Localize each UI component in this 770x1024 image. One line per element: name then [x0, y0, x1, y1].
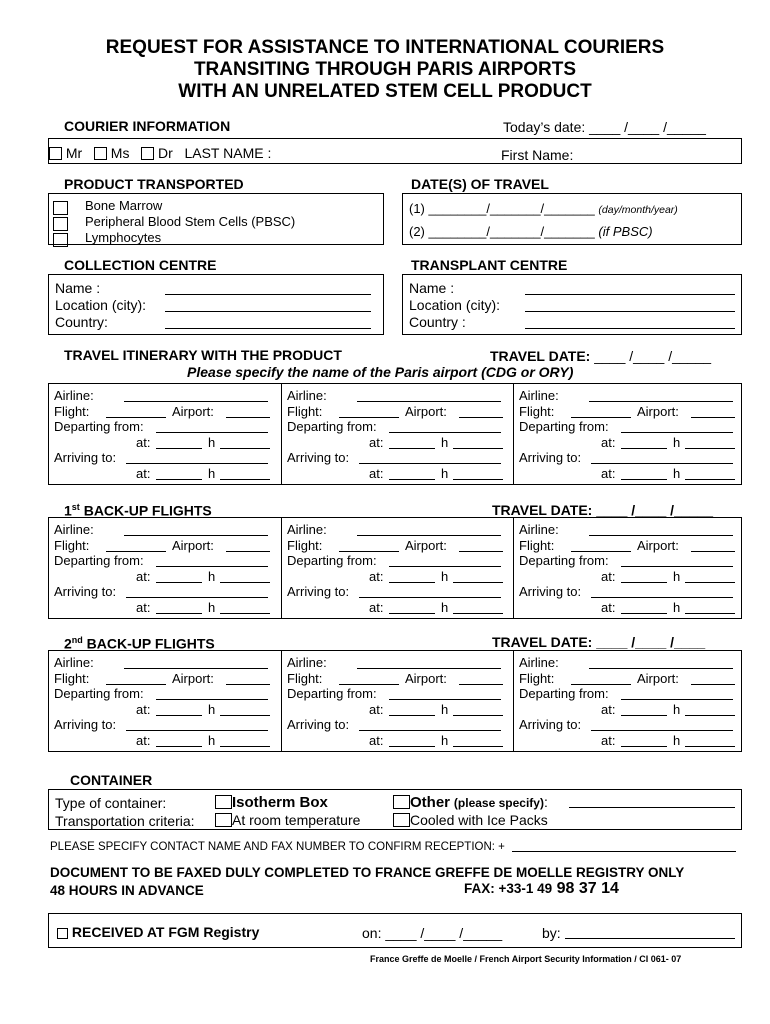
- itinerary-column-2: [281, 384, 513, 484]
- dr-label: Dr: [158, 145, 173, 161]
- at-label: at:: [136, 465, 151, 481]
- at-label: at:: [369, 599, 384, 615]
- airline-field[interactable]: [589, 388, 733, 402]
- airport-field[interactable]: [226, 671, 270, 685]
- backup2-heading: 2nd BACK-UP FLIGHTS: [64, 635, 215, 652]
- itinerary-flights: [48, 383, 742, 485]
- itinerary-column-3: [513, 384, 741, 484]
- contact-field[interactable]: [512, 838, 736, 852]
- departing-from-field[interactable]: [389, 553, 501, 567]
- todays-date: Today’s date: ____ /____ /_____: [503, 119, 706, 135]
- transplant-name-label: Name :: [409, 280, 455, 296]
- airport-field[interactable]: [691, 404, 735, 418]
- collection-location-label: Location (city):: [55, 297, 147, 313]
- airline-field[interactable]: [124, 655, 268, 669]
- airport-field[interactable]: [691, 538, 735, 552]
- h-label: h: [208, 732, 216, 748]
- departure-time-min-field[interactable]: [453, 569, 503, 583]
- h-label: h: [441, 465, 449, 481]
- backup1-column-2: [281, 518, 513, 618]
- isotherm-checkbox[interactable]: [215, 795, 232, 809]
- departure-time-min-field[interactable]: [453, 435, 503, 449]
- ice-packs-checkbox[interactable]: [393, 813, 410, 827]
- airline-field[interactable]: [124, 388, 268, 402]
- transplant-country-field[interactable]: [525, 315, 735, 329]
- departing-label: Departing from:: [519, 553, 609, 568]
- received-on[interactable]: on: ____ /____ /_____: [362, 925, 503, 941]
- arrival-time-hour-field[interactable]: [621, 600, 667, 614]
- h-label: h: [673, 568, 681, 584]
- received-label: RECEIVED AT FGM Registry: [71, 924, 260, 940]
- received-box: [48, 913, 742, 948]
- departure-time-min-field[interactable]: [220, 569, 270, 583]
- airport-label: Airport:: [637, 403, 679, 419]
- collection-name-label: Name :: [55, 280, 101, 296]
- departure-time-min-field[interactable]: [220, 435, 270, 449]
- at-label: at:: [601, 568, 616, 584]
- product-item: Bone Marrow: [85, 198, 163, 213]
- arrival-time-min-field[interactable]: [685, 733, 735, 747]
- ms-checkbox[interactable]: [94, 147, 107, 160]
- at-label: at:: [136, 701, 151, 717]
- departing-from-field[interactable]: [156, 553, 268, 567]
- airline-field[interactable]: [589, 522, 733, 536]
- airport-label: Airport:: [172, 403, 214, 419]
- fax-instruction-line2: 48 HOURS IN ADVANCE: [50, 883, 204, 898]
- h-label: h: [673, 732, 681, 748]
- flight-field[interactable]: [571, 404, 631, 418]
- airport-label: Airport:: [405, 403, 447, 419]
- departing-from-field[interactable]: [389, 419, 501, 433]
- flight-label: Flight:: [287, 403, 323, 419]
- product-item: Peripheral Blood Stem Cells (PBSC): [85, 214, 296, 229]
- h-label: h: [673, 434, 681, 450]
- at-label: at:: [601, 701, 616, 717]
- transplant-location-field[interactable]: [525, 298, 735, 312]
- backup2-travel-date[interactable]: TRAVEL DATE: ____ /____ /____: [492, 634, 706, 650]
- departing-from-field[interactable]: [156, 419, 268, 433]
- at-label: at:: [369, 732, 384, 748]
- flight-field[interactable]: [106, 671, 166, 685]
- received-checkbox[interactable]: [57, 928, 68, 939]
- arriving-to-field[interactable]: [591, 584, 733, 598]
- product-item: Lymphocytes: [85, 230, 162, 245]
- transplant-heading: TRANSPLANT CENTRE: [411, 257, 568, 273]
- flight-label: Flight:: [519, 670, 555, 686]
- arriving-label: Arriving to:: [519, 450, 582, 465]
- departing-label: Departing from:: [54, 553, 144, 568]
- travel-date-2[interactable]: (2) ________/_______/_______: [409, 224, 595, 239]
- flight-label: Flight:: [54, 403, 90, 419]
- flight-label: Flight:: [519, 537, 555, 553]
- airline-field[interactable]: [357, 655, 501, 669]
- first-name-label: First Name:: [501, 147, 574, 163]
- ms-label: Ms: [110, 145, 130, 161]
- other-colon: :: [543, 794, 548, 810]
- arriving-to-field[interactable]: [591, 450, 733, 464]
- at-label: at:: [136, 599, 151, 615]
- h-label: h: [208, 434, 216, 450]
- backup2-column-3: [513, 651, 741, 751]
- backup1-flights: [48, 517, 742, 619]
- airport-field[interactable]: [226, 404, 270, 418]
- h-label: h: [208, 465, 216, 481]
- arriving-label: Arriving to:: [287, 584, 350, 599]
- flight-label: Flight:: [287, 670, 323, 686]
- departing-label: Departing from:: [287, 553, 377, 568]
- flight-label: Flight:: [287, 537, 323, 553]
- flight-field[interactable]: [339, 404, 399, 418]
- transplant-location-label: Location (city):: [409, 297, 501, 313]
- h-label: h: [208, 701, 216, 717]
- arriving-to-field[interactable]: [359, 717, 501, 731]
- airport-field[interactable]: [691, 671, 735, 685]
- arrival-time-min-field[interactable]: [685, 466, 735, 480]
- itinerary-travel-date-label: TRAVEL DATE:: [490, 348, 591, 364]
- at-label: at:: [601, 599, 616, 615]
- flight-label: Flight:: [519, 403, 555, 419]
- airport-field[interactable]: [459, 404, 503, 418]
- bone-marrow-checkbox[interactable]: [53, 201, 68, 215]
- travel-date-2-note: (if PBSC): [598, 224, 653, 239]
- arrival-time-hour-field[interactable]: [389, 600, 435, 614]
- itinerary-column-1: [49, 384, 281, 484]
- container-heading: CONTAINER: [70, 772, 153, 788]
- departure-time-hour-field[interactable]: [621, 435, 667, 449]
- backup2-flights: [48, 650, 742, 752]
- title-line-2: TRANSITING THROUGH PARIS AIRPORTS: [193, 59, 577, 80]
- fax-instruction-line1: DOCUMENT TO BE FAXED DULY COMPLETED TO FRANCE GREFFE DE MOELLE REGISTRY ONLY: [50, 865, 685, 880]
- h-label: h: [441, 599, 449, 615]
- backup1-heading: 1st BACK-UP FLIGHTS: [64, 502, 212, 519]
- departing-from-field[interactable]: [621, 553, 733, 567]
- travel-dates-heading: DATE(S) OF TRAVEL: [411, 176, 549, 192]
- collection-heading: COLLECTION CENTRE: [64, 257, 217, 273]
- room-temp-checkbox[interactable]: [215, 813, 232, 827]
- departing-label: Departing from:: [519, 419, 609, 434]
- departing-label: Departing from:: [54, 686, 144, 701]
- departure-time-hour-field[interactable]: [389, 435, 435, 449]
- h-label: h: [441, 434, 449, 450]
- mr-label: Mr: [65, 145, 83, 161]
- arrival-time-min-field[interactable]: [220, 466, 270, 480]
- flight-label: Flight:: [54, 537, 90, 553]
- arriving-to-field[interactable]: [126, 450, 268, 464]
- arriving-to-field[interactable]: [126, 717, 268, 731]
- departing-from-field[interactable]: [621, 686, 733, 700]
- other-field[interactable]: [569, 794, 735, 808]
- last-name-label: LAST NAME :: [184, 145, 272, 161]
- arrival-time-min-field[interactable]: [453, 466, 503, 480]
- departure-time-hour-field[interactable]: [389, 569, 435, 583]
- footer: France Greffe de Moelle / French Airport Security Information / CI 061- 07: [370, 954, 682, 964]
- at-label: at:: [369, 465, 384, 481]
- arrival-time-hour-field[interactable]: [389, 466, 435, 480]
- airline-field[interactable]: [357, 522, 501, 536]
- backup2-column-1: [49, 651, 281, 751]
- airport-label: Airport:: [172, 670, 214, 686]
- title-line-1: REQUEST FOR ASSISTANCE TO INTERNATIONAL COURIERS: [105, 37, 665, 58]
- h-label: h: [673, 701, 681, 717]
- departure-time-min-field[interactable]: [685, 435, 735, 449]
- at-label: at:: [601, 434, 616, 450]
- at-label: at:: [369, 701, 384, 717]
- isotherm-label: Isotherm Box: [232, 794, 328, 811]
- at-label: at:: [601, 732, 616, 748]
- airline-label: Airline:: [54, 522, 94, 537]
- airport-field[interactable]: [226, 538, 270, 552]
- airport-label: Airport:: [172, 537, 214, 553]
- collection-country-label: Country:: [55, 314, 108, 330]
- backup1-column-3: [513, 518, 741, 618]
- arriving-label: Arriving to:: [287, 717, 350, 732]
- airline-field[interactable]: [357, 388, 501, 402]
- container-box: [48, 789, 742, 830]
- arrival-time-min-field[interactable]: [453, 600, 503, 614]
- at-label: at:: [601, 465, 616, 481]
- arrival-time-hour-field[interactable]: [621, 466, 667, 480]
- departing-from-field[interactable]: [389, 686, 501, 700]
- courier-heading: COURIER INFORMATION: [64, 118, 231, 134]
- airport-label: Airport:: [637, 670, 679, 686]
- itinerary-travel-date[interactable]: ____ /____ /_____: [590, 348, 712, 364]
- flight-field[interactable]: [339, 671, 399, 685]
- arrival-time-min-field[interactable]: [220, 600, 270, 614]
- arriving-to-field[interactable]: [126, 584, 268, 598]
- flight-field[interactable]: [571, 671, 631, 685]
- received-by-label: by:: [542, 925, 561, 941]
- collection-box: [48, 274, 384, 335]
- courier-box: [48, 138, 742, 164]
- arriving-to-field[interactable]: [359, 584, 501, 598]
- departure-time-hour-field[interactable]: [156, 435, 202, 449]
- departing-from-field[interactable]: [621, 419, 733, 433]
- departure-time-hour-field[interactable]: [389, 702, 435, 716]
- airport-label: Airport:: [405, 537, 447, 553]
- airline-field[interactable]: [589, 655, 733, 669]
- at-label: at:: [369, 434, 384, 450]
- departing-label: Departing from:: [54, 419, 144, 434]
- arriving-label: Arriving to:: [54, 450, 117, 465]
- transplant-name-field[interactable]: [525, 281, 735, 295]
- backup2-column-2: [281, 651, 513, 751]
- departing-label: Departing from:: [519, 686, 609, 701]
- flight-label: Flight:: [54, 670, 90, 686]
- travel-date-1-note: (day/month/year): [598, 204, 678, 216]
- h-label: h: [441, 732, 449, 748]
- arriving-label: Arriving to:: [519, 717, 582, 732]
- airline-label: Airline:: [54, 388, 94, 403]
- h-label: h: [208, 568, 216, 584]
- backup1-travel-date[interactable]: TRAVEL DATE: ____ /____ /_____: [492, 502, 713, 518]
- arrival-time-min-field[interactable]: [685, 600, 735, 614]
- h-label: h: [441, 568, 449, 584]
- arriving-to-field[interactable]: [591, 717, 733, 731]
- collection-name-field[interactable]: [165, 281, 371, 295]
- departure-time-min-field[interactable]: [453, 702, 503, 716]
- other-checkbox[interactable]: [393, 795, 410, 809]
- arrival-time-hour-field[interactable]: [621, 733, 667, 747]
- itinerary-heading: TRAVEL ITINERARY WITH THE PRODUCT: [64, 347, 342, 363]
- arriving-label: Arriving to:: [54, 717, 117, 732]
- fax-number: FAX: +33-1 49 98 37 14: [464, 880, 619, 897]
- transport-criteria-label: Transportation criteria:: [55, 813, 195, 829]
- departure-time-min-field[interactable]: [685, 702, 735, 716]
- airline-label: Airline:: [287, 655, 327, 670]
- h-label: h: [441, 701, 449, 717]
- ice-packs-label: Cooled with Ice Packs: [410, 812, 548, 828]
- arriving-label: Arriving to:: [287, 450, 350, 465]
- arrival-time-hour-field[interactable]: [156, 733, 202, 747]
- backup1-column-1: [49, 518, 281, 618]
- pbsc-checkbox[interactable]: [53, 217, 68, 231]
- airport-label: Airport:: [637, 537, 679, 553]
- arriving-label: Arriving to:: [54, 584, 117, 599]
- flight-field[interactable]: [106, 538, 166, 552]
- arriving-label: Arriving to:: [519, 584, 582, 599]
- at-label: at:: [136, 434, 151, 450]
- other-note: (please specify): [453, 796, 544, 810]
- departure-time-hour-field[interactable]: [156, 569, 202, 583]
- container-type-label: Type of container:: [55, 795, 167, 811]
- at-label: at:: [136, 732, 151, 748]
- airline-label: Airline:: [54, 655, 94, 670]
- dr-checkbox[interactable]: [141, 147, 154, 160]
- product-box: [48, 193, 384, 245]
- arrival-time-hour-field[interactable]: [156, 466, 202, 480]
- departure-time-min-field[interactable]: [685, 569, 735, 583]
- airport-field[interactable]: [459, 538, 503, 552]
- flight-field[interactable]: [106, 404, 166, 418]
- h-label: h: [208, 599, 216, 615]
- airline-field[interactable]: [124, 522, 268, 536]
- departure-time-hour-field[interactable]: [621, 702, 667, 716]
- airline-label: Airline:: [287, 522, 327, 537]
- itinerary-note: Please specify the name of the Paris airport (CDG or ORY): [187, 364, 574, 380]
- collection-location-field[interactable]: [165, 298, 371, 312]
- arrival-time-min-field[interactable]: [453, 733, 503, 747]
- other-label: Other: [410, 794, 451, 811]
- h-label: h: [673, 599, 681, 615]
- collection-country-field[interactable]: [165, 315, 371, 329]
- transplant-box: [402, 274, 742, 335]
- arrival-time-min-field[interactable]: [220, 733, 270, 747]
- flight-field[interactable]: [571, 538, 631, 552]
- departure-time-min-field[interactable]: [220, 702, 270, 716]
- lymphocytes-checkbox[interactable]: [53, 233, 68, 247]
- at-label: at:: [136, 568, 151, 584]
- departing-label: Departing from:: [287, 686, 377, 701]
- departing-label: Departing from:: [287, 419, 377, 434]
- flight-field[interactable]: [339, 538, 399, 552]
- departure-time-hour-field[interactable]: [621, 569, 667, 583]
- mr-checkbox[interactable]: [49, 147, 62, 160]
- departing-from-field[interactable]: [156, 686, 268, 700]
- at-label: at:: [369, 568, 384, 584]
- travel-date-1[interactable]: (1) ________/_______/_______: [409, 201, 595, 216]
- room-temp-label: At room temperature: [232, 812, 361, 828]
- departure-time-hour-field[interactable]: [156, 702, 202, 716]
- arriving-to-field[interactable]: [359, 450, 501, 464]
- airport-field[interactable]: [459, 671, 503, 685]
- received-by-field[interactable]: [565, 925, 735, 939]
- airline-label: Airline:: [519, 655, 559, 670]
- arrival-time-hour-field[interactable]: [389, 733, 435, 747]
- transplant-country-label: Country :: [409, 314, 466, 330]
- title-line-3: WITH AN UNRELATED STEM CELL PRODUCT: [178, 81, 592, 102]
- airline-label: Airline:: [519, 388, 559, 403]
- product-heading: PRODUCT TRANSPORTED: [64, 176, 244, 192]
- airline-label: Airline:: [287, 388, 327, 403]
- airline-label: Airline:: [519, 522, 559, 537]
- airport-label: Airport:: [405, 670, 447, 686]
- arrival-time-hour-field[interactable]: [156, 600, 202, 614]
- contact-note: PLEASE SPECIFY CONTACT NAME AND FAX NUMBER TO CONFIRM RECEPTION: +: [50, 841, 505, 853]
- travel-dates-box: [402, 193, 742, 245]
- h-label: h: [673, 465, 681, 481]
